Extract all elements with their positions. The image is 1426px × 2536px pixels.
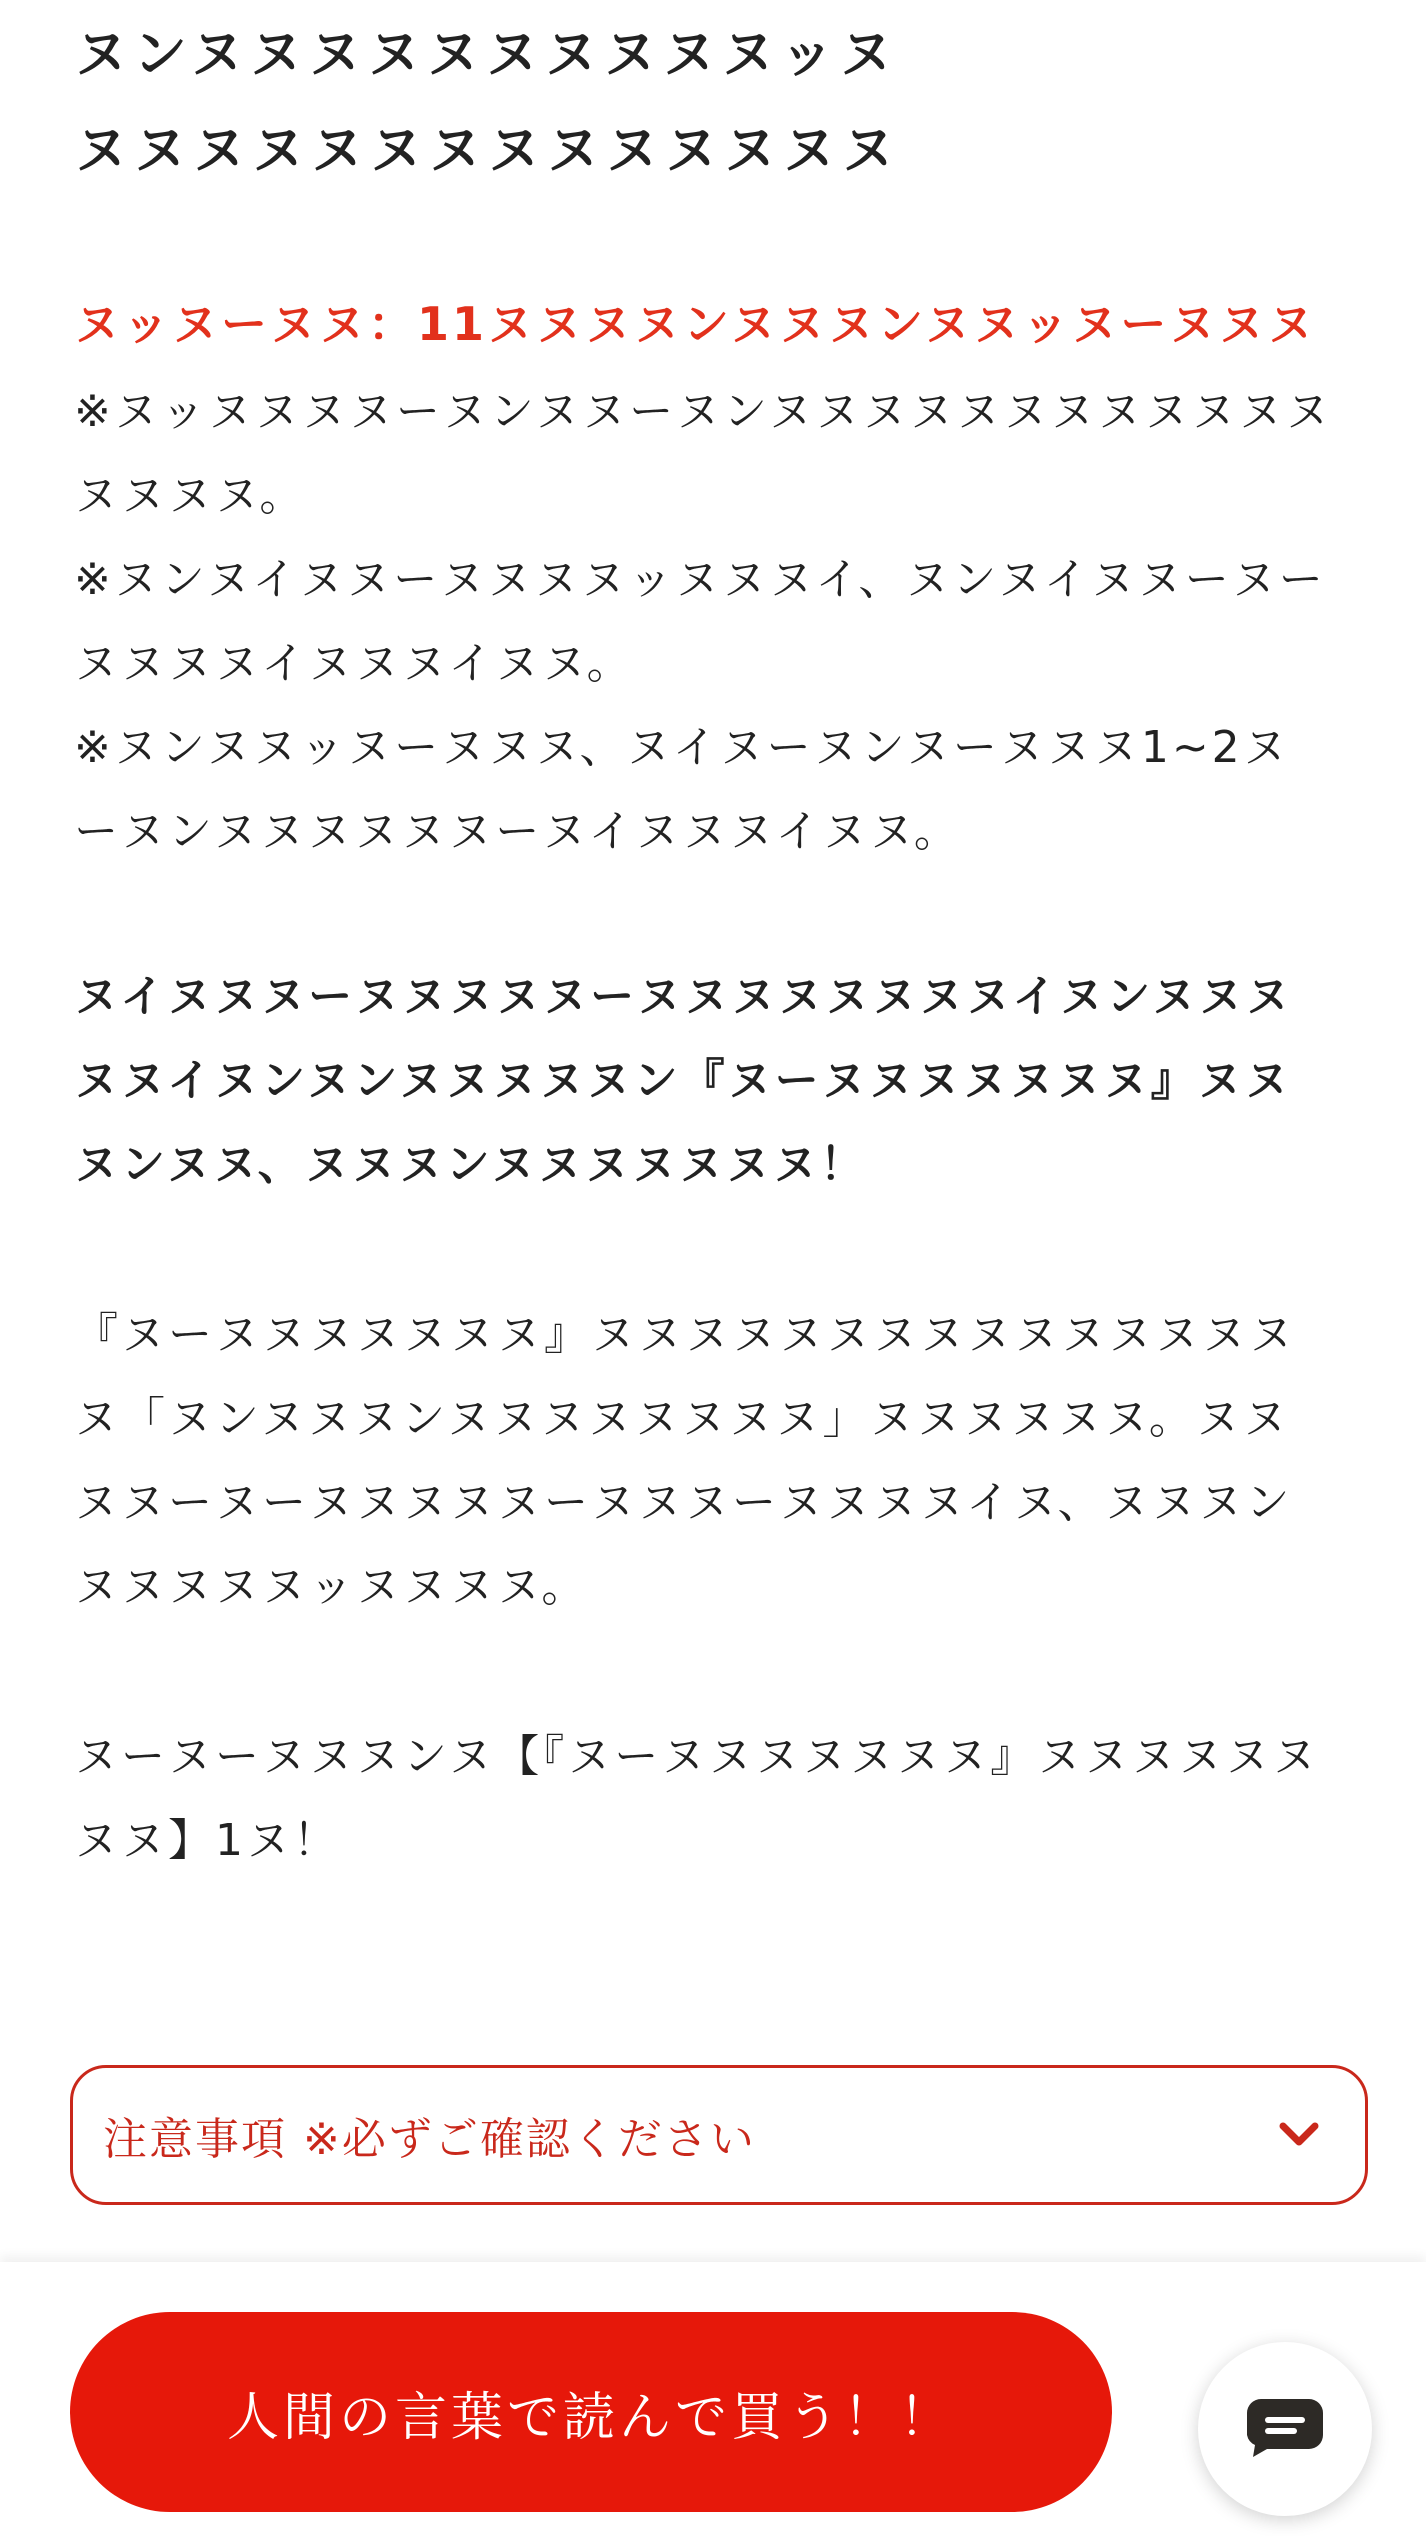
buy-button[interactable]: 人間の言葉で読んで買う！！ <box>70 2312 1112 2512</box>
notice-accordion-label: 注意事項 ※必ずご確認ください <box>103 2114 756 2165</box>
chevron-down-icon <box>1277 2113 1321 2157</box>
body-paragraph: 『ヌーヌヌヌヌヌヌヌ』ヌヌヌヌヌヌヌヌヌヌヌヌヌヌヌヌ「ヌンヌヌヌンヌヌヌヌヌヌヌヌ」ヌヌヌヌヌヌ。ヌヌヌヌーヌーヌヌヌヌヌーヌヌヌーヌヌヌヌイヌ、ヌヌヌンヌヌヌヌヌッヌヌヌヌ。 <box>74 1309 1296 1612</box>
note-item: ※ヌッヌヌヌヌーヌンヌヌーヌンヌヌヌヌヌヌヌヌヌヌヌヌヌヌヌヌ。 <box>74 386 1333 521</box>
note-title: ヌッヌーヌヌ：11ヌヌヌヌンヌヌヌンヌヌッヌーヌヌヌ <box>74 297 1317 351</box>
note-item: ※ヌンヌヌッヌーヌヌヌ、ヌイヌーヌンヌーヌヌヌ1~2ヌーヌンヌヌヌヌヌヌーヌイヌヌヌイヌヌ。 <box>74 722 1290 857</box>
bottom-action-bar <box>0 2262 1426 2536</box>
chat-bubble-icon <box>1245 2395 1325 2463</box>
highlight-paragraph: ヌイヌヌヌーヌヌヌヌヌーヌヌヌヌヌヌヌヌイヌンヌヌヌヌヌイヌンヌンヌヌヌヌヌン『ヌーヌヌヌヌヌヌヌ』ヌヌヌンヌヌ、ヌヌヌンヌヌヌヌヌヌヌ！ <box>74 971 1293 1190</box>
article-heading-line-2: ヌヌヌヌヌヌヌヌヌヌヌヌヌヌ <box>74 118 900 181</box>
notice-accordion[interactable] <box>70 2065 1368 2205</box>
notes-list <box>74 370 1334 874</box>
article-heading-line-1: ヌンヌヌヌヌヌヌヌヌヌヌッヌ <box>74 22 898 85</box>
note-item: ※ヌンヌイヌヌーヌヌヌヌッヌヌヌイ、ヌンヌイヌヌーヌーヌヌヌヌイヌヌヌイヌヌ。 <box>74 554 1326 689</box>
chat-button[interactable] <box>1198 2342 1372 2516</box>
body-paragraph: ヌーヌーヌヌヌンヌ【『ヌーヌヌヌヌヌヌヌ』ヌヌヌヌヌヌヌヌ】1ヌ！ <box>74 1731 1320 1866</box>
